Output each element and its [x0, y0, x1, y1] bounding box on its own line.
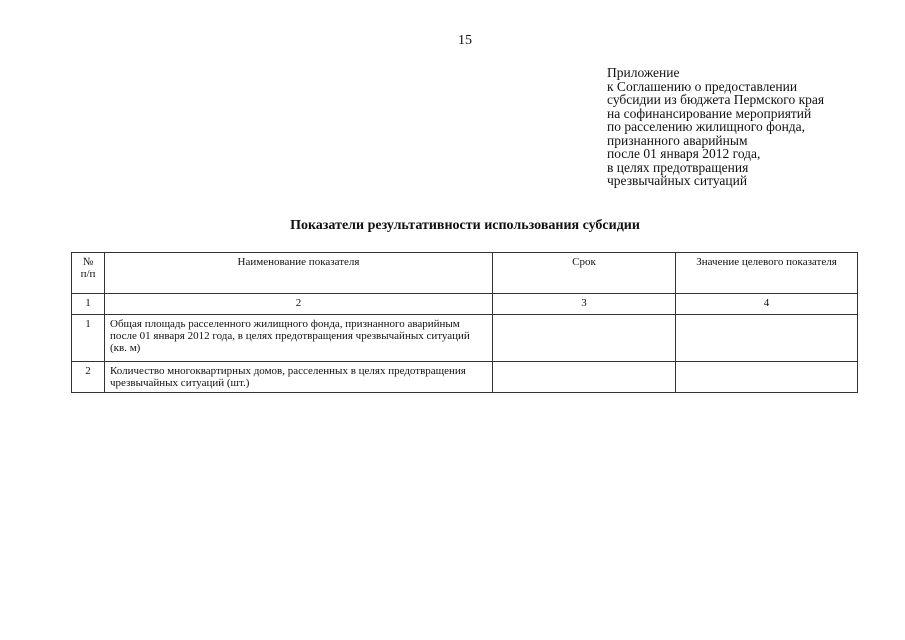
appendix-line: в целях предотвращения	[607, 159, 749, 175]
header-num-line2: п/п	[80, 268, 96, 280]
index-cell: 1	[72, 294, 105, 315]
row-term	[493, 362, 676, 393]
appendix-line: признанного аварийным	[607, 132, 748, 148]
row-target	[676, 362, 858, 393]
row-num: 1	[72, 315, 105, 362]
row-num: 2	[72, 362, 105, 393]
header-num	[72, 253, 105, 294]
appendix-line: по расселению жилищного фонда,	[607, 119, 806, 134]
table-row	[72, 315, 858, 362]
page-number: 15	[458, 33, 472, 48]
appendix-line: к Соглашению о предоставлении	[607, 78, 798, 94]
header-term: Срок	[493, 253, 676, 294]
index-cell: 2	[105, 294, 493, 315]
indicators-table	[71, 252, 858, 393]
row-target	[676, 315, 858, 362]
appendix-line: после 01 января 2012 года,	[607, 146, 761, 161]
appendix-line: на софинансирование мероприятий	[607, 105, 812, 121]
header-num-line1: №	[82, 256, 94, 268]
row-term	[493, 315, 676, 362]
header-target: Значение целевого показателя	[676, 253, 858, 294]
table-header-row	[72, 253, 858, 294]
index-cell: 3	[493, 294, 676, 315]
document-title: Показатели результативности использования субсидии	[290, 218, 640, 233]
table-index-row	[72, 294, 858, 315]
table-row	[72, 362, 858, 393]
appendix-line: субсидии из бюджета Пермского края	[607, 92, 825, 107]
index-cell: 4	[676, 294, 858, 315]
appendix-line: чрезвычайных ситуаций	[607, 173, 748, 188]
row-indicator-name: Количество многоквартирных домов, расселенных в целях предотвращения чрезвычайных ситуаций (шт.)	[105, 362, 493, 393]
row-indicator-name: Общая площадь расселенного жилищного фонда, признанного аварийным после 01 января 2012 года, в целях предотвращения чрезвычайных ситуаций (кв. м)	[105, 315, 493, 362]
appendix-line: Приложение	[607, 65, 680, 80]
header-name: Наименование показателя	[105, 253, 493, 294]
appendix-block	[607, 66, 867, 188]
